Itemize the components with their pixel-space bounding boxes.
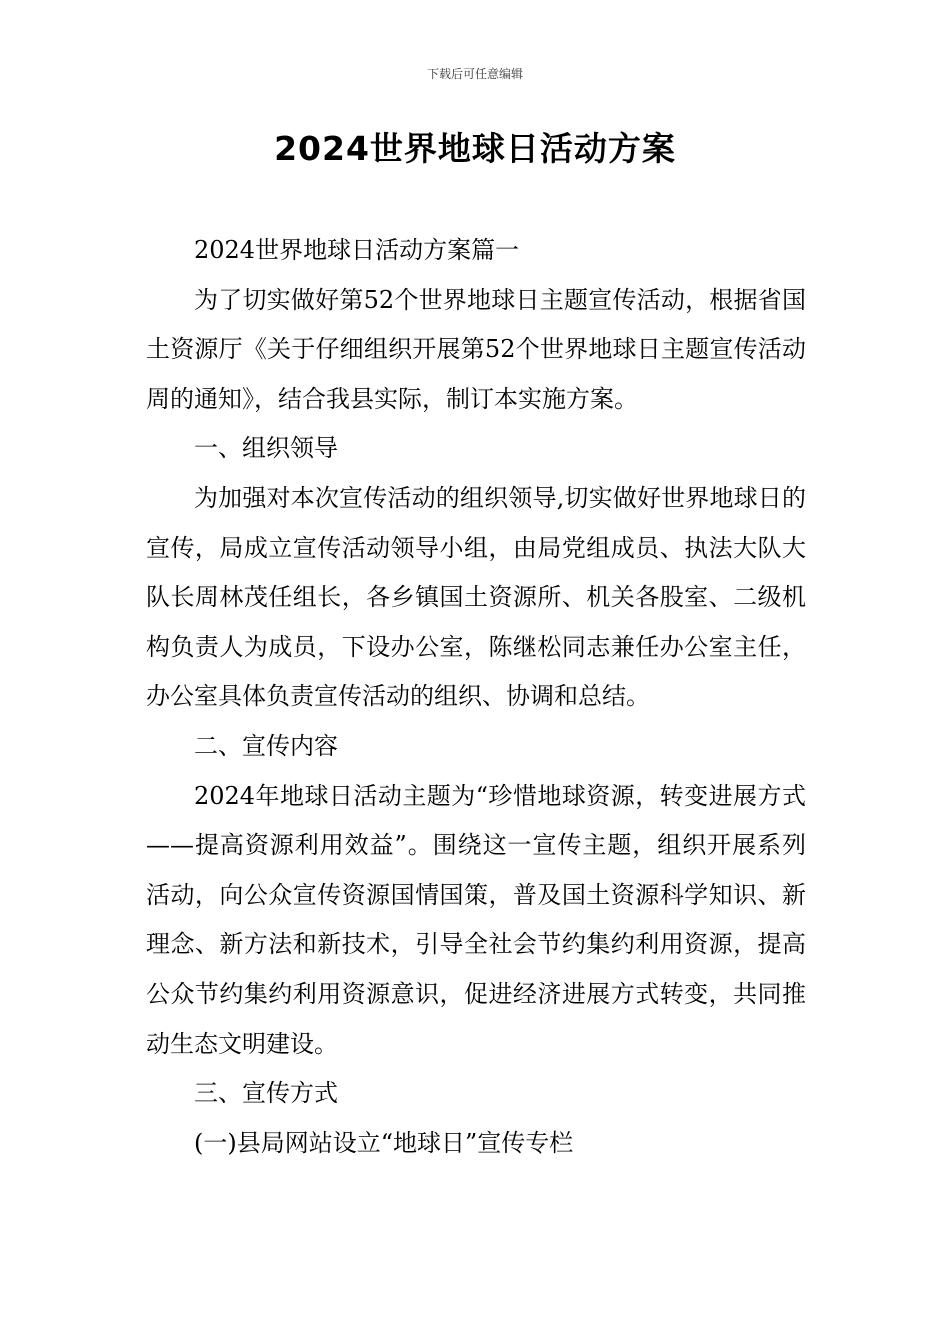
organization-paragraph: 为加强对本次宣传活动的组织领导,切实做好世界地球日的宣传，局成立宣传活动领导小组，由局党组成员、执法大队大队长周林茂任组长，各乡镇国土资源所、机关各股室、二级机构负责人为成员，下设办公室，陈继松同志兼任办公室主任，办公室具体负责宣传活动的组织、协调和总结。: [146, 483, 806, 711]
methods-item-1: (一)县局网站设立“地球日”宣传专栏: [194, 1128, 574, 1157]
content-paragraph: 2024年地球日活动主题为“珍惜地球资源，转变进展方式——提高资源利用效益”。围绕这一宣传主题，组织开展系列活动，向公众宣传资源国情国策，普及国土资源科学知识、新理念、新方法和新技术，引导全社会节约集约利用资源，提高公众节约集约利用资源意识，促进经济进展方式转变，共同推动生态文明建设。: [146, 781, 806, 1058]
document-body: [146, 226, 806, 1168]
heading-content: 二、宣传内容: [194, 731, 338, 760]
heading-methods: 三、宣传方式: [194, 1079, 338, 1108]
header-note: 下载后可任意编辑: [426, 67, 523, 81]
section-subtitle: 2024世界地球日活动方案篇一: [194, 236, 520, 264]
intro-paragraph: 为了切实做好第52个世界地球日主题宣传活动，根据省国土资源厅《关于仔细组织开展第52个世界地球日主题宣传活动周的通知》，结合我县实际，制订本实施方案。: [146, 285, 806, 413]
document-title: 2024世界地球日活动方案: [274, 129, 676, 168]
heading-organization: 一、组织领导: [194, 434, 338, 463]
